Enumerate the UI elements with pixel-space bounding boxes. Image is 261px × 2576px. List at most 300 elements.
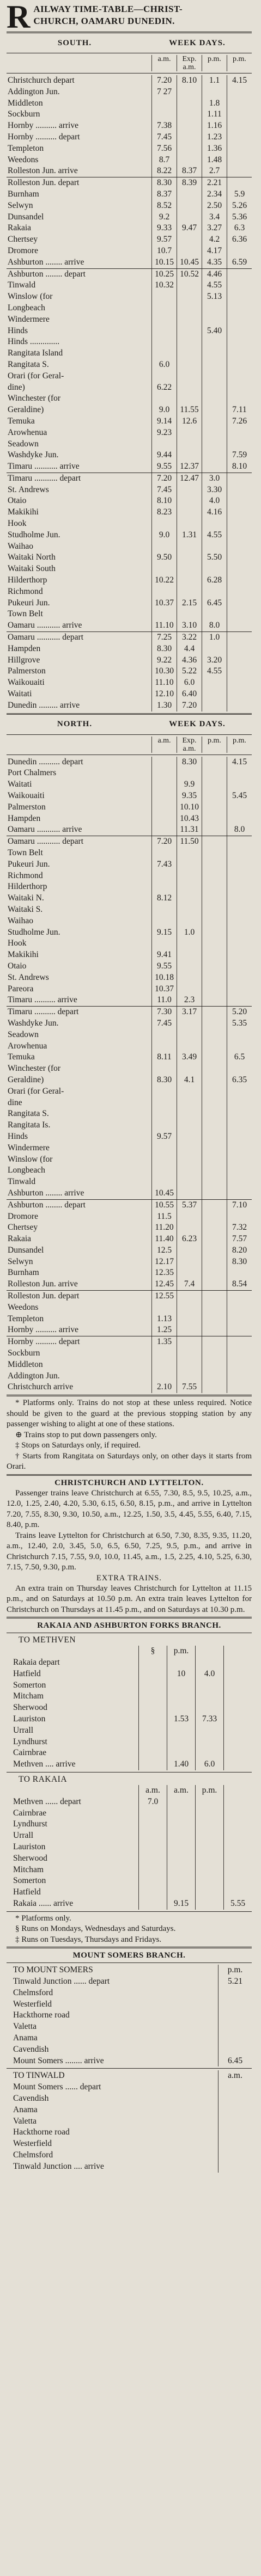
table-row bbox=[7, 1759, 252, 1770]
time-cell bbox=[177, 541, 202, 553]
time-cell: 10.30 bbox=[151, 666, 177, 677]
time-cell bbox=[227, 677, 252, 689]
time-cell: 7.20 bbox=[151, 75, 177, 87]
time-cell: 9.55 bbox=[151, 961, 177, 972]
station-name: Templeton bbox=[8, 143, 44, 153]
time-cell bbox=[227, 575, 252, 586]
time-cell bbox=[202, 1188, 227, 1199]
table-row bbox=[7, 189, 252, 200]
station-name: Rakaia bbox=[8, 223, 32, 233]
station-name: Waikouaiti bbox=[8, 791, 45, 801]
time-cell bbox=[202, 1382, 227, 1393]
divider bbox=[7, 1617, 252, 1618]
time-cell: 10.22 bbox=[151, 575, 177, 586]
time-cell bbox=[202, 1234, 227, 1245]
time-cell bbox=[138, 1898, 167, 1910]
time-cell bbox=[202, 689, 227, 700]
time-cell: 8.11 bbox=[151, 1052, 177, 1063]
time-cell bbox=[227, 802, 252, 813]
time-cell bbox=[202, 1018, 227, 1029]
time-cell: 8.22 bbox=[151, 165, 177, 177]
time-cell: 7.0 bbox=[138, 1796, 167, 1808]
time-cell bbox=[202, 87, 227, 98]
station-name: Hilderthorp bbox=[8, 575, 47, 585]
table-row bbox=[7, 416, 252, 427]
time-cell bbox=[177, 291, 202, 303]
time-cell bbox=[202, 779, 227, 790]
station-name: Sherwood bbox=[13, 1853, 47, 1863]
time-cell bbox=[223, 1691, 252, 1702]
north-heading bbox=[7, 716, 252, 733]
time-cell: 9.0 bbox=[151, 530, 177, 541]
table-row bbox=[7, 1234, 252, 1245]
station-name: Oamaru ........... arrive bbox=[8, 621, 82, 630]
station-name: Anama bbox=[13, 2033, 38, 2043]
time-cell bbox=[202, 824, 227, 836]
time-cell bbox=[227, 371, 252, 382]
table-row bbox=[7, 1097, 252, 1109]
time-cell bbox=[218, 1988, 252, 1999]
table-row bbox=[7, 439, 252, 450]
time-cell bbox=[177, 507, 202, 518]
time-cell bbox=[223, 1702, 252, 1714]
time-cell bbox=[202, 450, 227, 461]
time-cell: 9.47 bbox=[177, 223, 202, 234]
station-name: Rolleston Jun. arrive bbox=[8, 166, 78, 176]
time-cell bbox=[202, 382, 227, 394]
table-row bbox=[7, 1199, 252, 1211]
time-cell bbox=[195, 1830, 223, 1842]
station-name: Rakaia bbox=[8, 1234, 32, 1244]
time-cell bbox=[227, 1097, 252, 1109]
time-cell bbox=[167, 1725, 195, 1737]
table-row bbox=[7, 234, 252, 246]
time-cell: 7.45 bbox=[151, 132, 177, 143]
time-cell: 7.43 bbox=[151, 859, 177, 870]
time-cell bbox=[151, 1029, 177, 1041]
time-cell bbox=[218, 2116, 252, 2127]
time-cell bbox=[202, 1097, 227, 1109]
time-cell bbox=[167, 1875, 195, 1887]
table-row bbox=[7, 1267, 252, 1279]
methven-column-headers bbox=[7, 1646, 252, 1657]
time-cell bbox=[202, 848, 227, 859]
time-cell bbox=[177, 848, 202, 859]
time-cell: 7.57 bbox=[227, 1234, 252, 1245]
time-cell bbox=[177, 484, 202, 496]
time-cell: 5.37 bbox=[177, 1200, 202, 1211]
table-row bbox=[7, 620, 252, 631]
table-row bbox=[7, 666, 252, 677]
time-cell bbox=[223, 1842, 252, 1853]
time-cell bbox=[202, 439, 227, 450]
time-cell bbox=[138, 1887, 167, 1898]
station-name: Waitaki S. bbox=[8, 904, 43, 914]
time-cell bbox=[177, 1086, 202, 1097]
table-row bbox=[7, 1018, 252, 1029]
time-cell bbox=[202, 1063, 227, 1075]
time-cell: 8.7 bbox=[151, 155, 177, 166]
station-name: Selwyn bbox=[8, 200, 33, 210]
table-row bbox=[7, 427, 252, 439]
table-row bbox=[7, 2044, 252, 2056]
time-cell bbox=[177, 280, 202, 291]
time-cell: 1.53 bbox=[167, 1714, 195, 1725]
table-row bbox=[7, 120, 252, 132]
time-cell bbox=[177, 212, 202, 223]
table-row bbox=[7, 848, 252, 859]
time-cell: 2.50 bbox=[202, 200, 227, 212]
time-cell: 4.36 bbox=[177, 655, 202, 666]
table-row bbox=[7, 98, 252, 109]
time-cell bbox=[227, 326, 252, 337]
table-row bbox=[7, 802, 252, 813]
station-name: Hampden bbox=[8, 643, 41, 653]
column-header bbox=[195, 1646, 223, 1657]
time-cell: 8.30 bbox=[177, 757, 202, 768]
time-cell bbox=[177, 768, 202, 779]
table-row bbox=[7, 1819, 252, 1830]
station-name: Rakaia depart bbox=[13, 1658, 60, 1667]
station-name: Tinwald bbox=[8, 280, 36, 290]
time-cell: 7.25 bbox=[151, 632, 177, 643]
table-row bbox=[7, 530, 252, 541]
station-name: Ashburton ........ depart bbox=[8, 1200, 86, 1210]
time-cell bbox=[227, 1063, 252, 1075]
time-cell bbox=[202, 813, 227, 825]
station-name: Longbeach bbox=[8, 1166, 45, 1175]
time-cell bbox=[151, 393, 177, 404]
time-cell bbox=[195, 1898, 223, 1910]
time-cell bbox=[177, 1359, 202, 1371]
time-cell bbox=[202, 1086, 227, 1097]
time-cell bbox=[167, 1747, 195, 1759]
time-cell bbox=[202, 927, 227, 939]
station-name: Oamaru ........... depart bbox=[8, 633, 84, 642]
page-title bbox=[33, 3, 183, 27]
time-cell bbox=[202, 336, 227, 348]
station-name: Addington Jun. bbox=[8, 1371, 60, 1381]
south-weekdays-label: WEEK DAYS. bbox=[169, 38, 226, 47]
time-cell: 11.50 bbox=[177, 836, 202, 848]
table-row bbox=[7, 1864, 252, 1876]
time-cell: 5.36 bbox=[227, 212, 252, 223]
table-row bbox=[7, 495, 252, 507]
divider bbox=[7, 2068, 252, 2069]
to-mount-somers-header bbox=[7, 1965, 252, 1976]
time-cell: 1.11 bbox=[202, 109, 227, 120]
time-cell bbox=[218, 2010, 252, 2021]
time-cell: 4.15 bbox=[227, 757, 252, 768]
time-cell bbox=[227, 1131, 252, 1143]
station-name: Rolleston Jun. depart bbox=[8, 178, 80, 188]
table-row bbox=[7, 2150, 252, 2161]
station-name: Rangitata Is. bbox=[8, 1120, 51, 1130]
title-line-1: AILWAY TIME-TABLE—CHRIST- bbox=[33, 4, 183, 14]
time-cell bbox=[151, 1348, 177, 1359]
lyttelton-section bbox=[7, 1477, 252, 1616]
time-cell bbox=[227, 904, 252, 916]
station-name: Rangitata Island bbox=[8, 348, 63, 358]
time-cell bbox=[177, 1131, 202, 1143]
time-cell bbox=[227, 530, 252, 541]
table-row bbox=[7, 1853, 252, 1864]
time-cell: 6.0 bbox=[177, 677, 202, 689]
time-cell: 10.32 bbox=[151, 280, 177, 291]
time-cell bbox=[138, 1830, 167, 1842]
station-name: Lyndhurst bbox=[13, 1819, 47, 1829]
time-cell bbox=[177, 303, 202, 314]
time-cell bbox=[138, 1842, 167, 1853]
time-cell bbox=[151, 109, 177, 120]
time-cell bbox=[138, 1714, 167, 1725]
time-cell: 1.8 bbox=[202, 98, 227, 109]
column-header bbox=[7, 1785, 138, 1796]
time-cell bbox=[177, 518, 202, 530]
time-cell: 6.36 bbox=[227, 234, 252, 246]
station-name: Winchester (for bbox=[8, 394, 61, 403]
time-cell bbox=[151, 802, 177, 813]
time-cell bbox=[227, 143, 252, 155]
time-cell bbox=[227, 643, 252, 655]
time-cell bbox=[227, 666, 252, 677]
south-direction-label: SOUTH. bbox=[57, 38, 92, 47]
north-direction-label: NORTH. bbox=[57, 720, 93, 729]
column-header: p.m. bbox=[195, 1785, 223, 1796]
south-heading bbox=[7, 35, 252, 51]
table-row bbox=[7, 1314, 252, 1325]
time-cell bbox=[202, 303, 227, 314]
time-cell bbox=[202, 1108, 227, 1120]
time-cell bbox=[151, 518, 177, 530]
table-row bbox=[7, 1702, 252, 1714]
time-cell bbox=[202, 348, 227, 359]
time-cell bbox=[177, 575, 202, 586]
station-name: Hatfield bbox=[13, 1669, 41, 1678]
table-row bbox=[7, 575, 252, 586]
time-cell bbox=[223, 1864, 252, 1876]
station-name: Dunedin .......... depart bbox=[8, 757, 83, 766]
time-cell bbox=[177, 1302, 202, 1314]
time-cell bbox=[202, 836, 227, 848]
column-header: a.m. bbox=[138, 1785, 167, 1796]
time-cell: 9.41 bbox=[151, 949, 177, 961]
time-cell bbox=[177, 961, 202, 972]
station-name: Christchurch arrive bbox=[8, 1382, 74, 1392]
station-name: Chertsey bbox=[8, 1223, 38, 1232]
time-cell bbox=[177, 916, 202, 927]
station-name: Waihao bbox=[8, 916, 33, 925]
time-cell bbox=[195, 1808, 223, 1819]
time-cell bbox=[202, 1348, 227, 1359]
time-cell bbox=[227, 598, 252, 609]
time-cell: 7.45 bbox=[151, 1018, 177, 1029]
time-cell bbox=[167, 1842, 195, 1853]
time-cell: 1.0 bbox=[177, 927, 202, 939]
table-row bbox=[7, 2093, 252, 2105]
to-tinwald-heading: TO TINWALD bbox=[13, 2071, 65, 2081]
time-cell bbox=[138, 1864, 167, 1876]
time-cell bbox=[195, 1875, 223, 1887]
time-cell bbox=[227, 1041, 252, 1052]
column-header bbox=[7, 737, 151, 753]
time-cell bbox=[177, 200, 202, 212]
time-cell bbox=[177, 132, 202, 143]
time-cell bbox=[227, 359, 252, 371]
station-name: Rangitata S. bbox=[8, 359, 49, 369]
time-cell bbox=[151, 790, 177, 802]
station-name: Mount Somers ...... depart bbox=[13, 2082, 101, 2092]
time-cell bbox=[151, 1176, 177, 1188]
station-name: Tinwald Junction ...... depart bbox=[13, 1977, 110, 1986]
time-cell bbox=[202, 1007, 227, 1018]
time-cell bbox=[227, 1029, 252, 1041]
station-name: Middleton bbox=[8, 98, 43, 108]
column-header bbox=[223, 1646, 252, 1657]
time-cell: 7.32 bbox=[227, 1222, 252, 1234]
station-name: Oamaru ........... arrive bbox=[8, 825, 82, 835]
table-row bbox=[7, 1348, 252, 1359]
time-cell bbox=[227, 177, 252, 189]
divider bbox=[7, 734, 252, 735]
table-row bbox=[7, 552, 252, 563]
divider bbox=[7, 32, 252, 33]
time-cell bbox=[227, 393, 252, 404]
station-name: Rangitata S. bbox=[8, 1109, 49, 1119]
note-put-down: ⊕ Trains stop to put down passengers only. bbox=[15, 1430, 157, 1439]
time-cell bbox=[218, 2093, 252, 2105]
time-cell bbox=[177, 984, 202, 995]
time-cell bbox=[195, 1864, 223, 1876]
time-cell: 10.52 bbox=[177, 269, 202, 280]
time-cell: 3.17 bbox=[177, 1007, 202, 1018]
time-cell: 4.46 bbox=[202, 269, 227, 280]
table-row bbox=[7, 689, 252, 700]
station-name: Arowhenua bbox=[8, 427, 47, 437]
time-cell bbox=[227, 1120, 252, 1131]
note-rangitata: † Starts from Rangitata on Saturdays only, on other days it starts from Orari. bbox=[7, 1451, 252, 1471]
table-row bbox=[7, 1336, 252, 1348]
time-cell bbox=[218, 2127, 252, 2138]
time-cell bbox=[177, 495, 202, 507]
time-cell bbox=[227, 689, 252, 700]
time-cell: 8.30 bbox=[151, 643, 177, 655]
time-cell: 12.47 bbox=[177, 473, 202, 484]
time-cell: 8.30 bbox=[151, 177, 177, 189]
station-name: Urrall bbox=[13, 1725, 34, 1735]
table-row bbox=[7, 1075, 252, 1086]
time-cell bbox=[202, 1256, 227, 1268]
time-cell bbox=[177, 870, 202, 882]
time-cell bbox=[202, 1291, 227, 1302]
station-name: Geraldine) bbox=[8, 1075, 44, 1084]
table-row bbox=[7, 2127, 252, 2138]
station-name: Selwyn bbox=[8, 1256, 33, 1266]
table-row bbox=[7, 1808, 252, 1819]
time-cell bbox=[151, 904, 177, 916]
table-row bbox=[7, 382, 252, 394]
time-cell bbox=[167, 1691, 195, 1702]
time-cell bbox=[167, 1864, 195, 1876]
table-row bbox=[7, 291, 252, 303]
time-cell: 6.59 bbox=[227, 257, 252, 268]
table-row bbox=[7, 586, 252, 598]
station-name: Mitcham bbox=[13, 1864, 44, 1874]
table-row bbox=[7, 700, 252, 712]
time-cell: 7.38 bbox=[151, 120, 177, 132]
time-cell bbox=[177, 1143, 202, 1154]
time-cell: 1.13 bbox=[151, 1314, 177, 1325]
time-cell bbox=[177, 552, 202, 563]
time-cell bbox=[177, 1371, 202, 1382]
time-cell: 1.16 bbox=[202, 120, 227, 132]
time-cell bbox=[151, 938, 177, 949]
table-row bbox=[7, 1245, 252, 1256]
time-cell bbox=[177, 382, 202, 394]
time-cell bbox=[177, 155, 202, 166]
table-row bbox=[7, 949, 252, 961]
tinwald-col-label: a.m. bbox=[218, 2070, 252, 2082]
table-row bbox=[7, 1999, 252, 2010]
time-cell: 9.55 bbox=[151, 461, 177, 473]
time-cell bbox=[177, 859, 202, 870]
table-row bbox=[7, 836, 252, 848]
time-cell bbox=[177, 246, 202, 257]
time-cell: 4.0 bbox=[195, 1669, 223, 1680]
time-cell bbox=[195, 1796, 223, 1808]
time-cell bbox=[223, 1747, 252, 1759]
table-row bbox=[7, 348, 252, 359]
station-name: Town Belt bbox=[8, 609, 43, 619]
time-cell: 11.40 bbox=[151, 1234, 177, 1245]
table-row bbox=[7, 881, 252, 893]
time-cell bbox=[202, 518, 227, 530]
time-cell bbox=[227, 995, 252, 1006]
time-cell bbox=[202, 1267, 227, 1279]
time-cell: 12.6 bbox=[177, 416, 202, 427]
time-cell bbox=[202, 1245, 227, 1256]
time-cell bbox=[227, 552, 252, 563]
station-name: Waitati bbox=[8, 780, 32, 789]
time-cell bbox=[138, 1669, 167, 1680]
station-name: Hinds bbox=[8, 326, 28, 335]
time-cell bbox=[151, 541, 177, 553]
time-cell: 5.26 bbox=[227, 200, 252, 212]
time-cell: 7.20 bbox=[151, 473, 177, 484]
time-cell bbox=[227, 586, 252, 598]
time-cell bbox=[227, 836, 252, 848]
station-name: Windermere bbox=[8, 1143, 50, 1152]
time-cell: 9.33 bbox=[151, 223, 177, 234]
table-row bbox=[7, 1714, 252, 1725]
table-row bbox=[7, 1108, 252, 1120]
time-cell bbox=[177, 1165, 202, 1176]
table-row bbox=[7, 257, 252, 268]
time-cell bbox=[177, 371, 202, 382]
time-cell bbox=[177, 1211, 202, 1223]
time-cell bbox=[227, 1302, 252, 1314]
column-header: Exp. a.m. bbox=[177, 55, 202, 71]
time-cell: 4.55 bbox=[202, 280, 227, 291]
time-cell: 7.55 bbox=[177, 1382, 202, 1393]
station-name: Windermere bbox=[8, 314, 50, 324]
time-cell: 2.21 bbox=[202, 177, 227, 189]
time-cell bbox=[227, 132, 252, 143]
time-cell: 12.55 bbox=[151, 1291, 177, 1302]
column-header: a.m. bbox=[167, 1785, 195, 1796]
north-timetable bbox=[7, 716, 252, 1394]
time-cell bbox=[227, 541, 252, 553]
